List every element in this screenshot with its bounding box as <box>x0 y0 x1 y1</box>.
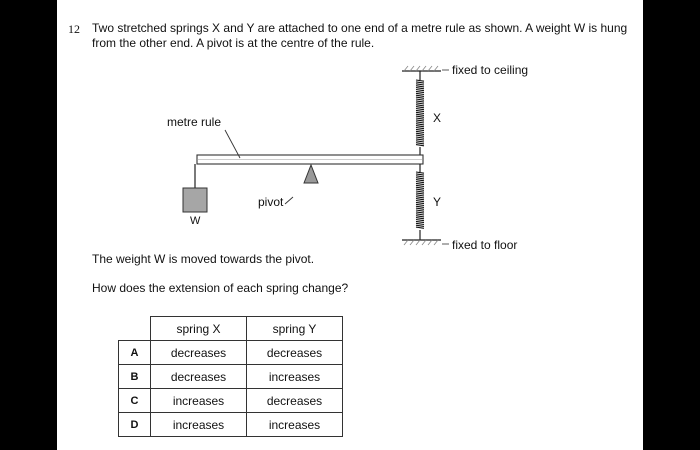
question-stem: Two stretched springs X and Y are attached to one end of a metre rule as shown. A weight W is hung from the other end. A pivot is at the centre of the rule. <box>92 21 628 50</box>
spring-coil <box>416 183 424 184</box>
spring-coil <box>416 202 424 203</box>
spring-coil <box>416 135 424 136</box>
spring-coil <box>416 97 424 98</box>
spring-coil <box>416 84 424 85</box>
spring-coil <box>416 141 424 142</box>
spring-coil <box>416 218 424 219</box>
ceiling-hatching <box>404 66 438 71</box>
spring-coil <box>416 191 424 192</box>
table-header-row <box>119 317 343 341</box>
spring-coil <box>416 124 424 125</box>
spring-coil <box>416 199 424 200</box>
spring-coil <box>416 128 424 129</box>
spring-coil <box>416 103 424 104</box>
ceiling-label: fixed to ceiling <box>452 63 529 77</box>
spring-coil <box>416 197 424 198</box>
floor-label: fixed to floor <box>452 238 518 252</box>
spring-coil <box>416 110 424 111</box>
option-spring-x: decreases <box>151 341 247 365</box>
option-key: A <box>119 341 151 365</box>
spring-coil <box>416 227 424 228</box>
option-key: C <box>119 389 151 413</box>
option-row-b[interactable] <box>119 365 343 389</box>
weight-label: W <box>190 215 201 227</box>
spring-coil <box>416 126 424 127</box>
option-key: B <box>119 365 151 389</box>
spring-coil <box>416 210 424 211</box>
option-spring-y: decreases <box>247 341 343 365</box>
spring-coil <box>416 206 424 207</box>
option-row-c[interactable] <box>119 389 343 413</box>
spring-coil <box>416 95 424 96</box>
spring-y-label: Y <box>433 195 442 209</box>
spring-coil <box>416 133 424 134</box>
spring-coil <box>416 178 424 179</box>
spring-coil <box>416 212 424 213</box>
spring-x-label: X <box>433 111 442 125</box>
spring-coil <box>416 120 424 121</box>
spring-coil <box>416 109 424 110</box>
option-row-a[interactable] <box>119 341 343 365</box>
spring-coil <box>416 143 424 144</box>
spring-y <box>416 172 424 228</box>
table-corner-cell <box>119 317 151 341</box>
spring-coil <box>416 176 424 177</box>
option-spring-x: increases <box>151 389 247 413</box>
option-row-d[interactable] <box>119 413 343 437</box>
instruction-line-2: How does the extension of each spring change? <box>92 281 349 295</box>
spring-coil <box>416 99 424 100</box>
spring-coil <box>416 187 424 188</box>
floor-hatching <box>404 240 438 245</box>
spring-coil <box>416 204 424 205</box>
option-key: D <box>119 413 151 437</box>
spring-coil <box>416 189 424 190</box>
metre-rule-label: metre rule <box>167 115 222 129</box>
weight-block <box>183 188 207 212</box>
spring-coil <box>416 145 424 146</box>
spring-coil <box>416 131 424 132</box>
spring-coil <box>416 220 424 221</box>
answer-table <box>118 316 343 437</box>
spring-coil <box>416 114 424 115</box>
spring-coil <box>416 193 424 194</box>
spring-coil <box>416 93 424 94</box>
spring-coil <box>416 116 424 117</box>
spring-coil <box>416 86 424 87</box>
spring-coil <box>416 201 424 202</box>
spring-coil <box>416 172 424 173</box>
option-spring-y: increases <box>247 365 343 389</box>
option-spring-x: increases <box>151 413 247 437</box>
spring-coil <box>416 101 424 102</box>
spring-coil <box>416 90 424 91</box>
spring-coil <box>416 223 424 224</box>
spring-coil <box>416 185 424 186</box>
spring-coil <box>416 214 424 215</box>
pivot-label: pivot <box>258 195 284 209</box>
spring-coil <box>416 112 424 113</box>
spring-coil <box>416 195 424 196</box>
spring-x <box>416 80 424 146</box>
spring-coil <box>416 82 424 83</box>
spring-coil <box>416 88 424 89</box>
spring-coil <box>416 80 424 81</box>
option-spring-y: decreases <box>247 389 343 413</box>
spring-coil <box>416 174 424 175</box>
spring-coil <box>416 221 424 222</box>
rule-leader-line <box>225 130 240 158</box>
option-spring-x: decreases <box>151 365 247 389</box>
instruction-line-1: The weight W is moved towards the pivot. <box>92 252 315 266</box>
spring-coil <box>416 225 424 226</box>
spring-coil <box>416 91 424 92</box>
spring-coil <box>416 107 424 108</box>
spring-coil <box>416 105 424 106</box>
spring-coil <box>416 208 424 209</box>
option-spring-y: increases <box>247 413 343 437</box>
spring-coil <box>416 137 424 138</box>
exam-page <box>57 0 643 450</box>
question-number: 12 <box>68 22 80 36</box>
header-spring-y: spring Y <box>247 317 343 341</box>
spring-coil <box>416 182 424 183</box>
spring-coil <box>416 216 424 217</box>
spring-coil <box>416 122 424 123</box>
spring-coil <box>416 139 424 140</box>
header-spring-x: spring X <box>151 317 247 341</box>
pivot-leader-line <box>285 197 293 204</box>
pivot-triangle <box>304 165 318 183</box>
spring-coil <box>416 129 424 130</box>
spring-coil <box>416 180 424 181</box>
spring-coil <box>416 118 424 119</box>
